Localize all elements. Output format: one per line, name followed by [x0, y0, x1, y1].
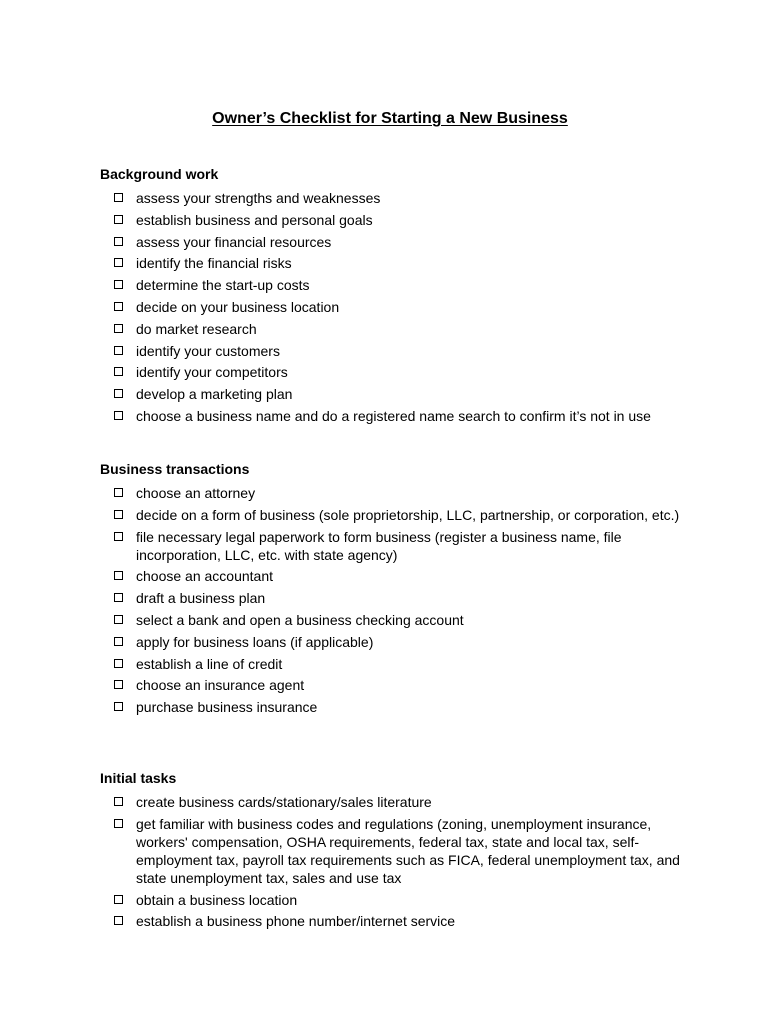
checklist-item-label: assess your strengths and weaknesses: [136, 190, 381, 206]
page-title: Owner’s Checklist for Starting a New Business: [212, 110, 568, 127]
checkbox-icon[interactable]: [114, 488, 123, 497]
section-heading: Business transactions: [100, 461, 250, 477]
checklist-item: [100, 484, 700, 502]
checklist-item: [100, 506, 700, 524]
checklist-item: [100, 633, 700, 651]
checklist-item-label: assess your financial resources: [136, 233, 332, 250]
section-heading: Background work: [100, 166, 219, 182]
checklist-item: [100, 254, 700, 272]
checklist-item-label: establish a business phone number/internet service: [136, 913, 456, 930]
section-heading: Initial tasks: [100, 770, 177, 786]
checklist-item-label: do market research: [136, 320, 257, 337]
checkbox-icon[interactable]: [114, 702, 123, 711]
checklist-item: [100, 815, 700, 887]
checklist-item-label: identify the financial risks: [136, 255, 292, 272]
checkbox-icon[interactable]: [114, 571, 123, 580]
checklist-item: [100, 567, 700, 585]
checklist-item: [100, 891, 700, 909]
checklist-item-label: choose a business name and do a registered name search to confirm it’s not in use: [136, 407, 651, 424]
checkbox-icon[interactable]: [114, 324, 123, 333]
checklist-item-label: create business cards/stationary/sales literature: [136, 794, 432, 810]
checkbox-icon[interactable]: [114, 615, 123, 624]
checklist-item-label: identify your customers: [136, 342, 280, 359]
checklist-item-label: decide on a form of business (sole proprietorship, LLC, partnership, or corporation, etc.): [136, 506, 680, 523]
checkbox-icon[interactable]: [114, 258, 123, 267]
checklist-item-label: purchase business insurance: [136, 699, 318, 716]
checklist-item-label: apply for business loans (if applicable): [136, 633, 374, 650]
checkbox-icon[interactable]: [114, 280, 123, 289]
section-initial-tasks: [100, 769, 700, 934]
checklist-item: [100, 407, 700, 425]
checkbox-icon[interactable]: [114, 510, 123, 519]
checklist-item-label: decide on your business location: [136, 298, 340, 315]
checkbox-icon[interactable]: [114, 237, 123, 246]
checkbox-icon[interactable]: [114, 659, 123, 668]
checklist-item-label: choose an accountant: [136, 568, 273, 585]
checklist-item-label: get familiar with business codes and regulations (zoning, unemployment insurance, workers' compensation, OSHA requirements, federal tax, state and local tax, self-employment tax, payroll tax requirements such as FICA, federal unemployment tax, and state unemployment tax, sales and use tax: [136, 815, 680, 886]
checklist-item: [100, 793, 700, 811]
checklist-item-label: select a bank and open a business checking account: [136, 611, 464, 628]
checkbox-icon[interactable]: [114, 680, 123, 689]
section-background-work: [100, 165, 700, 429]
checkbox-icon[interactable]: [114, 797, 123, 806]
checklist-item: [100, 298, 700, 316]
checkbox-icon[interactable]: [114, 411, 123, 420]
checklist-item-label: develop a marketing plan: [136, 386, 293, 403]
checklist-item-label: file necessary legal paperwork to form business (register a business name, file incorporation, LLC, etc. with state agency): [136, 528, 622, 563]
checklist-item-label: choose an attorney: [136, 485, 256, 501]
checklist-item: [100, 912, 700, 930]
checklist-item-label: determine the start-up costs: [136, 277, 310, 294]
checkbox-icon[interactable]: [114, 215, 123, 224]
checklist-item: [100, 342, 700, 360]
checklist-item-label: establish business and personal goals: [136, 211, 373, 228]
checklist-item-label: draft a business plan: [136, 590, 266, 607]
checklist: [100, 189, 700, 425]
checklist-item: [100, 233, 700, 251]
checklist-item: [100, 589, 700, 607]
checkbox-icon[interactable]: [114, 367, 123, 376]
checkbox-icon[interactable]: [114, 916, 123, 925]
checkbox-icon[interactable]: [114, 302, 123, 311]
checklist-item: [100, 276, 700, 294]
checklist-item: [100, 189, 700, 207]
checkbox-icon[interactable]: [114, 346, 123, 355]
checklist-item-label: establish a line of credit: [136, 655, 283, 672]
checklist-item: [100, 528, 700, 564]
checklist-item: [100, 320, 700, 338]
checkbox-icon[interactable]: [114, 193, 123, 202]
checklist-item: [100, 655, 700, 673]
checkbox-icon[interactable]: [114, 389, 123, 398]
checklist-item: [100, 363, 700, 381]
checklist-item: [100, 611, 700, 629]
checkbox-icon[interactable]: [114, 532, 123, 541]
checklist-item: [100, 385, 700, 403]
checklist-item-label: choose an insurance agent: [136, 677, 305, 694]
checkbox-icon[interactable]: [114, 895, 123, 904]
checklist-item: [100, 211, 700, 229]
checkbox-icon[interactable]: [114, 637, 123, 646]
checklist-item-label: obtain a business location: [136, 891, 298, 908]
checkbox-icon[interactable]: [114, 593, 123, 602]
checklist-item: [100, 676, 700, 694]
checklist-item-label: identify your competitors: [136, 364, 288, 381]
checklist-item: [100, 698, 700, 716]
checklist: [100, 484, 700, 716]
checkbox-icon[interactable]: [114, 819, 123, 828]
checklist: [100, 793, 700, 930]
section-business-transactions: [100, 460, 700, 720]
